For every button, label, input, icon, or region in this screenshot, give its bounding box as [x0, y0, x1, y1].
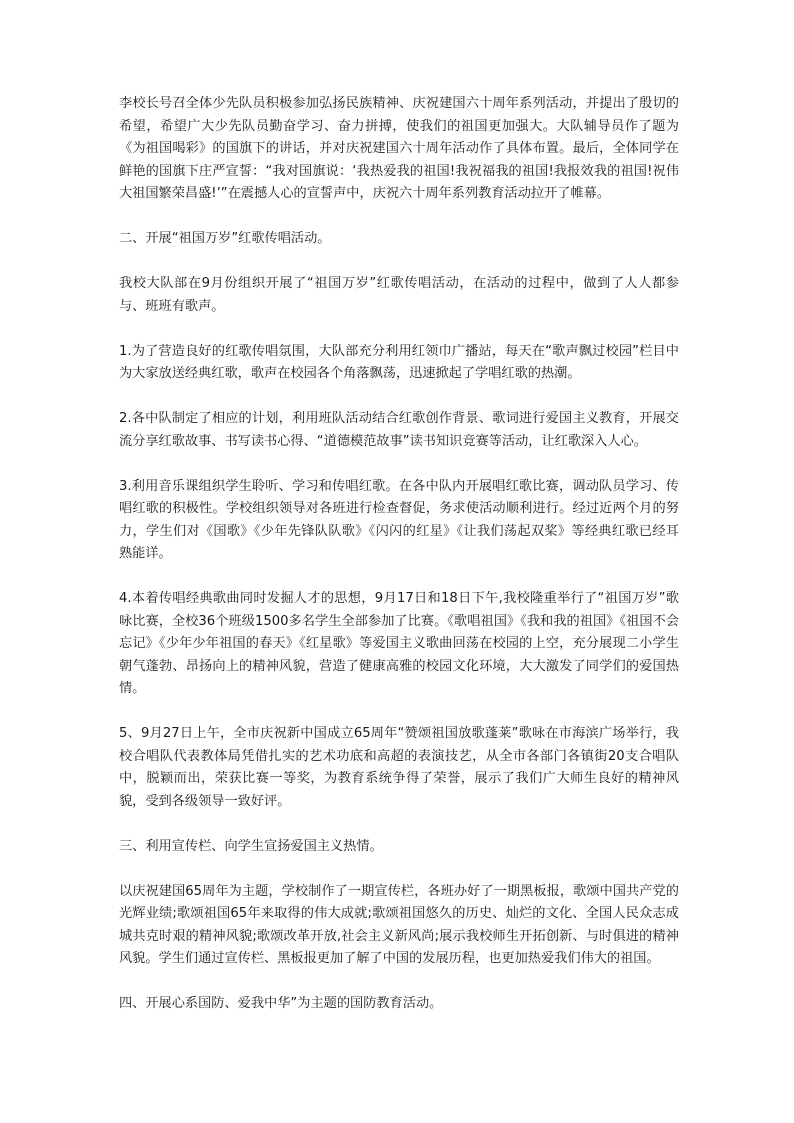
section-heading-3: 三、利用宣传栏、向学生宣扬爱国主义热情。 [119, 838, 383, 854]
paragraph-bulletin-board: 以庆祝建国65周年为主题，学校制作了一期宣传栏，各班办好了一期黑板报，歌颂中国共产党的光辉业绩;歌颂祖国65年来取得的伟大成就;歌颂祖国悠久的历史、灿烂的文化、全国人民众志成城共克时艰的精神风貌;歌颂改革开放,社会主义新风尚;展示我校师生开拓创新、与时俱进的精神风貌。学生们通过宣传栏、黑板报更加了解了中国的发展历程，也更加热爱我们伟大的祖国。 [119, 883, 679, 966]
paragraph-item-5: 5、9月27日上午，全市庆祝新中国成立65周年“赞颂祖国放歌蓬莱”歌咏在市海滨广场举行，我校合唱队代表教体局凭借扎实的艺术功底和高超的表演技艺，从全市各部门各镇街20支合唱队中，脱颖而出，荣获比赛一等奖，为教育系统争得了荣誉，展示了我们广大师生良好的精神风貌，受到各级领导一致好评。 [119, 726, 679, 809]
paragraph-item-1: 1.为了营造良好的红歌传唱氛围，大队部充分利用红领巾广播站，每天在“歌声飘过校园”栏目中为大家放送经典红歌，歌声在校园各个角落飘荡，迅速掀起了学唱红歌的热潮。 [119, 343, 679, 381]
paragraph-item-4: 4.本着传唱经典歌曲同时发掘人才的思想，9月17日和18日下午,我校隆重举行了“祖国万岁”歌咏比赛，全校36个班级1500多名学生全部参加了比赛。《歌唱祖国》《我和我的祖国》《祖国不会忘记》《少年少年祖国的春天》《红星歌》等爱国主义歌曲回荡在校园的上空，充分展现二小学生朝气蓬勃、昂扬向上的精神风貌，营造了健康高雅的校园文化环境，大大激发了同学们的爱国热情。 [119, 591, 679, 696]
paragraph-item-3: 3.利用音乐课组织学生聆听、学习和传唱红歌。在各中队内开展唱红歌比赛，调动队员学习、传唱红歌的积极性。学校组织领导对各班进行检查督促，务求使活动顺利进行。经过近两个月的努力，学生们对《国歌》《少年先锋队队歌》《闪闪的红星》《让我们荡起双桨》等经典红歌已经耳熟能详。 [119, 478, 679, 561]
document-body [119, 93, 679, 1038]
paragraph-item-2: 2.各中队制定了相应的计划，利用班队活动结合红歌创作背景、歌词进行爱国主义教育，开展交流分享红歌故事、书写读书心得、“道德模范故事”读书知识竞赛等活动，让红歌深入人心。 [119, 411, 679, 449]
section-heading-2: 二、开展“祖国万岁”红歌传唱活动。 [119, 231, 331, 246]
paragraph-red-song-intro: 我校大队部在9月份组织开展了“祖国万岁”红歌传唱活动，在活动的过程中，做到了人人都参与、班班有歌声。 [119, 276, 679, 314]
paragraph-oath: 李校长号召全体少先队员积极参加弘扬民族精神、庆祝建国六十周年系列活动，并提出了殷切的希望，希望广大少先队员勤奋学习、奋力拼搏，使我们的祖国更加强大。大队辅导员作了题为《为祖国喝彩》的国旗下的讲话，并对庆祝建国六十周年活动作了具体布置。最后，全体同学在鲜艳的国旗下庄严宣誓：“我对国旗说：‘我热爱我的祖国!我祝福我的祖国!我报效我的祖国!祝伟大祖国繁荣昌盛!’”在震撼人心的宣誓声中，庆祝六十周年系列教育活动拉开了帷幕。 [119, 96, 679, 201]
section-heading-4: 四、开展心系国防、爱我中华”为主题的国防教育活动。 [119, 996, 443, 1011]
